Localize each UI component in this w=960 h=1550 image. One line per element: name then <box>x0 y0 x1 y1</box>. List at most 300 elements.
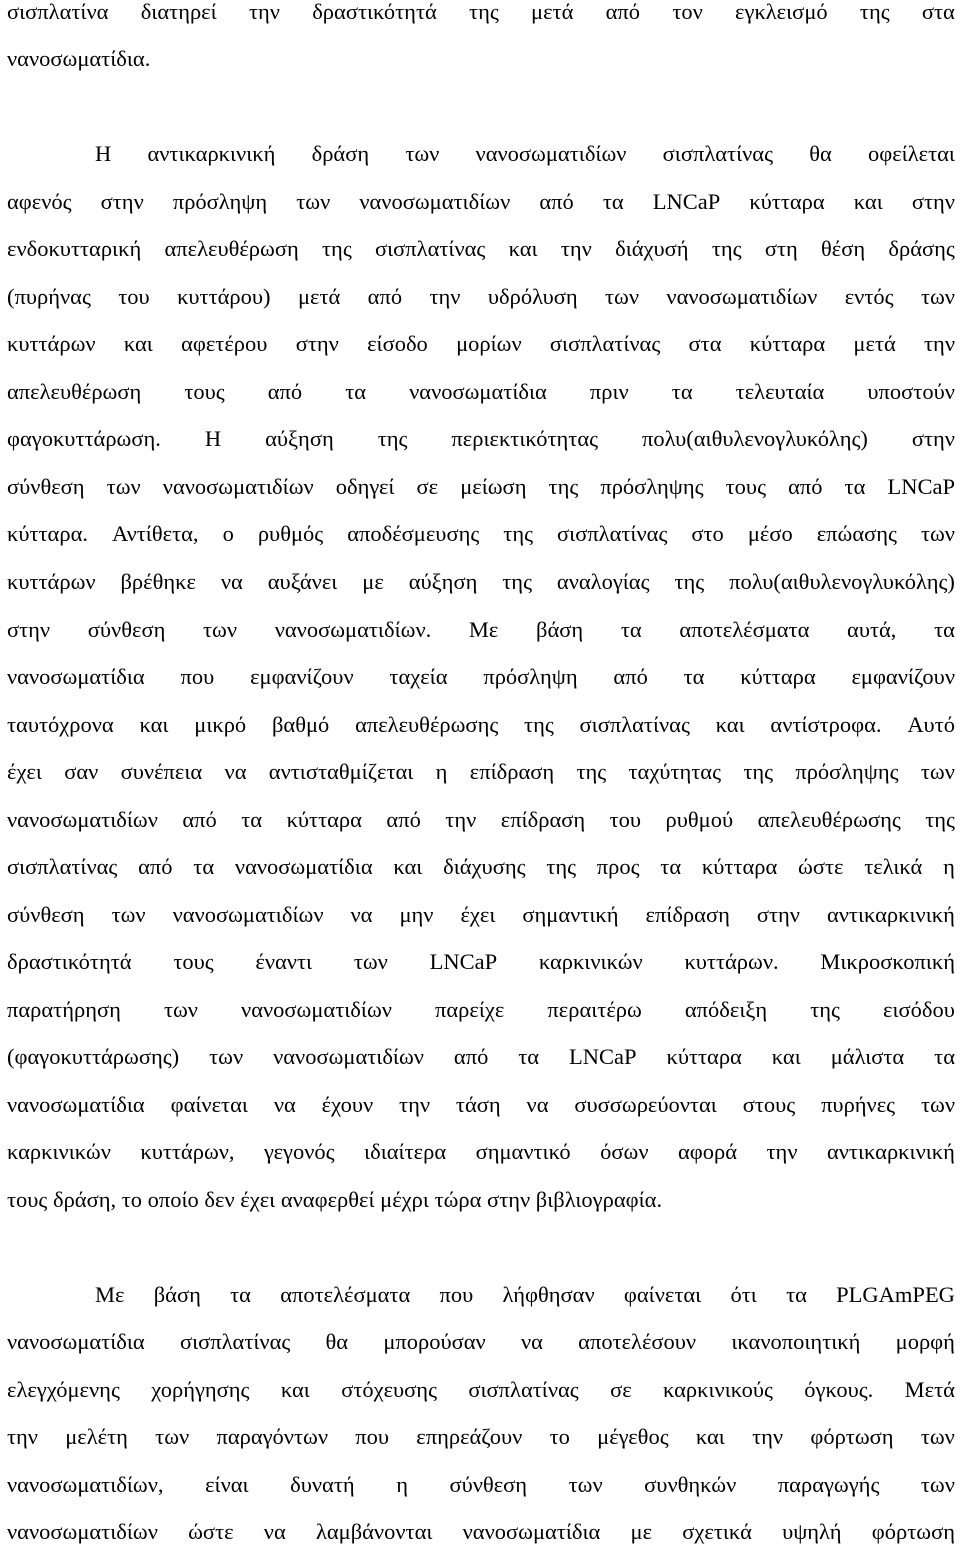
word: παρείχε <box>435 997 505 1022</box>
word: σαν <box>64 759 99 784</box>
word: νανοσωματίδια <box>409 379 547 404</box>
word: των <box>353 949 388 974</box>
word: περαιτέρω <box>547 997 642 1022</box>
word: σύνθεση <box>87 617 166 642</box>
word: σισπλατίνας <box>7 854 118 879</box>
word: εμφανίζουν <box>851 664 955 689</box>
word: των <box>111 902 146 927</box>
word: είσοδο <box>367 331 428 356</box>
word: και <box>695 1424 725 1449</box>
word: νανοσωματίδια <box>7 1329 145 1354</box>
word: επίδραση <box>469 759 555 784</box>
word: νανοσωματίδια <box>234 854 373 879</box>
word: σισπλατίνας <box>179 1329 291 1354</box>
word: εμφανίζουν <box>250 664 354 689</box>
word: εισόδου <box>883 997 955 1022</box>
text-line <box>7 761 955 784</box>
word: θα <box>809 141 832 166</box>
word: των <box>920 1424 955 1449</box>
word: την <box>924 331 955 356</box>
text-line <box>7 381 955 404</box>
word: των <box>106 474 141 499</box>
text-line <box>7 1379 955 1402</box>
word: όσων <box>600 1139 649 1164</box>
word: την <box>399 1092 431 1117</box>
word: της <box>503 521 533 546</box>
word: με <box>630 1519 653 1544</box>
word: σισπλατίνας <box>375 236 486 261</box>
word: διατηρεί <box>140 0 217 24</box>
word: χορήγησης <box>151 1377 250 1402</box>
word: την <box>429 284 461 309</box>
word: φαίνεται <box>623 1282 702 1307</box>
word: νανοσωματιδίων, <box>7 1472 164 1497</box>
word: τα <box>671 379 693 404</box>
word: αναλογίας <box>556 569 650 594</box>
word: και <box>139 712 169 737</box>
word: παρατήρηση <box>7 997 121 1022</box>
word: αντικαρκινική <box>826 902 955 927</box>
word: νανοσωματιδίων. <box>274 617 432 642</box>
text-line <box>7 1521 955 1544</box>
word: σε <box>610 1377 632 1402</box>
text-line <box>95 143 955 166</box>
word: αντικαρκινική <box>147 141 276 166</box>
text-line <box>7 714 955 737</box>
word: Μετά <box>904 1377 955 1402</box>
word: έχει <box>460 902 496 927</box>
word: των <box>405 141 440 166</box>
word: στην <box>7 617 51 642</box>
word: κυττάρων, <box>140 1139 235 1164</box>
word: απελευθέρωση <box>164 236 299 261</box>
word: απελευθέρωσης <box>355 712 499 737</box>
word: τα <box>844 474 866 499</box>
word: των <box>203 617 238 642</box>
word: (φαγοκυττάρωσης) <box>7 1044 180 1069</box>
word: και <box>508 236 538 261</box>
word: να <box>263 1519 286 1544</box>
word: αυξάνει <box>267 569 338 594</box>
word: Με <box>468 617 499 642</box>
word: τελευταία <box>735 379 825 404</box>
word: των <box>568 1472 603 1497</box>
text-line <box>7 191 955 214</box>
word: καρκινικών <box>7 1139 111 1164</box>
word: σύνθεση <box>449 1472 528 1497</box>
word: τα <box>518 1044 540 1069</box>
word: νανοσωματιδίων <box>359 189 511 214</box>
word: πρόσληψης <box>600 474 704 499</box>
word: την <box>248 0 280 24</box>
word: νανοσωματίδια <box>7 664 145 689</box>
word: στους <box>742 1092 796 1117</box>
word: στην <box>295 331 339 356</box>
word: των <box>155 1424 190 1449</box>
text-line <box>7 999 955 1022</box>
word: μετά <box>531 0 574 24</box>
word: νανοσωματιδίων <box>7 807 158 832</box>
word: ο <box>222 521 234 546</box>
word: βάση <box>536 617 584 642</box>
word: τους <box>184 379 225 404</box>
word: σχετικά <box>682 1519 752 1544</box>
word: σημαντικό <box>475 1139 571 1164</box>
word: αντισταθμίζεται <box>268 759 414 784</box>
word: μέσο <box>747 521 793 546</box>
word: προς <box>596 854 640 879</box>
word: αυτά, <box>847 617 897 642</box>
word: της <box>743 759 774 784</box>
word: ότι <box>730 1282 757 1307</box>
word: τον <box>672 0 703 24</box>
word: εντός <box>844 284 894 309</box>
word: κυττάρων. <box>684 949 779 974</box>
word: από <box>788 474 823 499</box>
word: στην <box>911 189 955 214</box>
text-line <box>7 1094 955 1117</box>
word: των <box>296 189 331 214</box>
word: των <box>920 1092 955 1117</box>
word: την <box>766 1139 798 1164</box>
text-line <box>7 619 955 642</box>
text-line <box>7 571 955 594</box>
word: να <box>273 1092 296 1117</box>
word: σε <box>416 474 439 499</box>
word: ρυθμού <box>665 807 734 832</box>
word: διάχυσης <box>443 854 526 879</box>
word: στα <box>688 331 722 356</box>
word: στα <box>921 0 955 24</box>
word: της <box>469 0 499 24</box>
word: LNCaP <box>652 189 721 214</box>
word: όγκους. <box>804 1377 874 1402</box>
word: αποτελέσουν <box>578 1329 697 1354</box>
word: από <box>267 379 303 404</box>
text-line <box>7 951 955 974</box>
word: τα <box>241 807 263 832</box>
word: επίδραση <box>500 807 586 832</box>
word: αύξηση <box>408 569 478 594</box>
word: συσσωρεύονται <box>574 1092 717 1117</box>
text-line <box>7 476 955 499</box>
word: Η <box>95 141 112 166</box>
word: την <box>752 1424 784 1449</box>
word: αφετέρου <box>181 331 268 356</box>
word: των <box>920 759 955 784</box>
word: ενδοκυτταρική <box>7 236 142 261</box>
word: μετά <box>853 331 896 356</box>
word: στόχευσης <box>341 1377 437 1402</box>
text-line <box>95 1284 955 1307</box>
word: και <box>853 189 883 214</box>
word: κύτταρα. <box>7 521 88 546</box>
text-line: τους δράση, το οποίο δεν έχει αναφερθεί μέχρι τώρα στην βιβλιογραφία. <box>7 1187 663 1212</box>
word: κύτταρα <box>749 331 826 356</box>
word: σισπλατίνας <box>468 1377 579 1402</box>
word: επηρεάζουν <box>416 1424 523 1449</box>
word: τα <box>660 854 682 879</box>
word: της <box>925 807 955 832</box>
text-line <box>7 523 955 546</box>
word: η <box>435 759 448 784</box>
word: λαμβάνονται <box>315 1519 433 1544</box>
word: ώστε <box>188 1519 234 1544</box>
text-line <box>7 1141 955 1164</box>
word: της <box>576 759 607 784</box>
word: περιεκτικότητας <box>451 426 599 451</box>
word: και <box>123 331 153 356</box>
word: λήφθησαν <box>502 1282 595 1307</box>
word: να <box>224 759 247 784</box>
word: νανοσωματιδίων <box>7 1519 158 1544</box>
word: της <box>859 0 890 24</box>
text-line <box>7 1331 955 1354</box>
word: του <box>609 807 642 832</box>
word: στη <box>764 236 798 261</box>
word: νανοσωματιδίων <box>172 902 324 927</box>
word: από <box>453 1044 489 1069</box>
word: Με <box>95 1282 125 1307</box>
word: νανοσωματιδίων <box>241 997 392 1022</box>
word: ιδιαίτερα <box>364 1139 447 1164</box>
text-line <box>7 1046 955 1069</box>
word: εγκλεισμό <box>735 0 828 24</box>
text-line <box>7 333 955 356</box>
word: τα <box>620 617 642 642</box>
word: και <box>393 854 423 879</box>
word: του <box>118 284 150 309</box>
word: νανοσωματίδια <box>7 1092 145 1117</box>
word: τα <box>786 1282 807 1307</box>
word: φόρτωση <box>810 1424 894 1449</box>
word: πρόσληψη <box>172 189 268 214</box>
word: αφορά <box>678 1139 738 1164</box>
word: από <box>182 807 217 832</box>
word: να <box>350 902 373 927</box>
word: απόδειξη <box>684 997 768 1022</box>
word: την <box>560 236 592 261</box>
word: τα <box>683 664 705 689</box>
word: και <box>280 1377 310 1402</box>
word: των <box>920 521 955 546</box>
word: νανοσωματιδίων <box>162 474 314 499</box>
word: της <box>548 474 579 499</box>
word: Μικροσκοπική <box>820 949 955 974</box>
word: μην <box>399 902 434 927</box>
word: απελευθέρωση <box>7 379 142 404</box>
word: φόρτωση <box>871 1519 955 1544</box>
word: την <box>445 807 477 832</box>
text-line <box>7 666 955 689</box>
word: από <box>605 0 641 24</box>
word: των <box>163 997 198 1022</box>
word: δυνατή <box>290 1472 355 1497</box>
word: τα <box>602 189 624 214</box>
word: κυττάρων <box>7 569 96 594</box>
word: τους <box>725 474 766 499</box>
word: κύτταρα <box>749 189 825 214</box>
word: που <box>180 664 215 689</box>
word: στην <box>911 426 955 451</box>
word: σύνθεση <box>7 902 85 927</box>
word: των <box>605 284 640 309</box>
word: και <box>715 712 745 737</box>
word: έχει <box>7 759 42 784</box>
text-line <box>7 238 955 261</box>
word: τα <box>934 617 955 642</box>
text-line <box>7 856 955 879</box>
word: ώστε <box>798 854 844 879</box>
word: είναι <box>205 1472 249 1497</box>
word: της <box>377 426 408 451</box>
text-line <box>7 1474 955 1497</box>
word: δράση <box>311 141 370 166</box>
word: LNCaP <box>887 474 955 499</box>
word: της <box>810 997 840 1022</box>
word: καρκινικούς <box>663 1377 773 1402</box>
word: πρόσληψης <box>795 759 899 784</box>
word: να <box>520 1329 543 1354</box>
word: σύνθεση <box>7 474 85 499</box>
text-line <box>7 428 955 451</box>
word: πρόσληψη <box>483 664 578 689</box>
word: νανοσωματιδίων <box>475 141 627 166</box>
word: συνθηκών <box>644 1472 737 1497</box>
word: (πυρήνας <box>7 284 91 309</box>
word: της <box>711 236 742 261</box>
word: της <box>322 236 352 261</box>
word: τα <box>230 1282 251 1307</box>
word: κύτταρα <box>286 807 362 832</box>
word: η <box>943 854 955 879</box>
word: θέση <box>821 236 866 261</box>
word: των <box>920 1472 955 1497</box>
word: αποτελέσματα <box>679 617 810 642</box>
word: θα <box>325 1329 349 1354</box>
word: γεγονός <box>264 1139 335 1164</box>
word: κύτταρα <box>666 1044 742 1069</box>
text-line <box>7 286 955 309</box>
word: αποτελέσματα <box>280 1282 411 1307</box>
word: υποστούν <box>867 379 955 404</box>
word: Η <box>204 426 222 451</box>
text-line <box>7 1 955 24</box>
word: που <box>355 1424 390 1449</box>
word: μικρό <box>194 712 247 737</box>
word: πολυ(αιθυλενογλυκόλης) <box>729 569 955 594</box>
word: νανοσωματιδίων <box>666 284 818 309</box>
text-line: νανοσωματίδια. <box>7 46 151 71</box>
word: κύτταρα <box>701 854 778 879</box>
word: αντίστροφα. <box>770 712 882 737</box>
word: παραγόντων <box>216 1424 329 1449</box>
word: μάλιστα <box>830 1044 905 1069</box>
word: μετά <box>297 284 341 309</box>
word: της <box>674 569 705 594</box>
word: ικανοποιητική <box>731 1329 861 1354</box>
word: σισπλατίνας <box>579 712 690 737</box>
word: σισπλατίνα <box>7 0 109 24</box>
word: της <box>502 569 532 594</box>
word: τα <box>934 1044 955 1069</box>
word: από <box>367 284 403 309</box>
word: στην <box>756 902 800 927</box>
word: τους <box>173 949 214 974</box>
word: της <box>546 854 576 879</box>
word: τάση <box>455 1092 501 1117</box>
word: ταχεία <box>389 664 448 689</box>
word: φαίνεται <box>170 1092 248 1117</box>
word: με <box>362 569 384 594</box>
word: σισπλατίνας <box>662 141 774 166</box>
text-line <box>7 904 955 927</box>
word: τα <box>193 854 215 879</box>
word: υψηλή <box>782 1519 842 1544</box>
word: στο <box>691 521 724 546</box>
word: ελεγχόμενης <box>7 1377 120 1402</box>
word: οδηγεί <box>335 474 395 499</box>
word: σισπλατίνας <box>557 521 668 546</box>
text-line <box>7 1426 955 1449</box>
word: Αντίθετα, <box>112 521 199 546</box>
word: βρέθηκε <box>120 569 196 594</box>
word: ρυθμός <box>257 521 324 546</box>
word: πολυ(αιθυλενογλυκόλης) <box>642 426 868 451</box>
word: σισπλατίνας <box>549 331 661 356</box>
word: κυττάρου) <box>177 284 271 309</box>
word: η <box>396 1472 408 1497</box>
word: πυρήνες <box>821 1092 896 1117</box>
word: των <box>209 1044 244 1069</box>
word: κυττάρων <box>7 331 96 356</box>
word: αποδέσμευσης <box>347 521 480 546</box>
word: βάση <box>153 1282 201 1307</box>
word: την <box>7 1424 38 1449</box>
word: ταχύτητας <box>628 759 721 784</box>
word: να <box>220 569 243 594</box>
word: μορφή <box>895 1329 955 1354</box>
word: των <box>920 284 955 309</box>
word: κύτταρα <box>740 664 816 689</box>
word: δράσης <box>888 236 955 261</box>
word: από <box>613 664 648 689</box>
word: στην <box>100 189 144 214</box>
word: βαθμό <box>271 712 330 737</box>
word: επίδραση <box>645 902 730 927</box>
word: που <box>439 1282 474 1307</box>
word: έναντι <box>255 949 313 974</box>
word: μέγεθος <box>597 1424 669 1449</box>
word: απελευθέρωσης <box>757 807 901 832</box>
word: καρκινικών <box>538 949 643 974</box>
word: σημαντική <box>522 902 619 927</box>
word: μελέτη <box>65 1424 128 1449</box>
word: παραγωγής <box>777 1472 880 1497</box>
word: αύξηση <box>265 426 334 451</box>
word: μορίων <box>456 331 522 356</box>
word: τα <box>345 379 367 404</box>
text-line <box>7 809 955 832</box>
word: αφενός <box>7 189 72 214</box>
word: υδρόλυση <box>487 284 578 309</box>
word: πριν <box>589 379 629 404</box>
word: και <box>771 1044 801 1069</box>
word: συνέπεια <box>120 759 203 784</box>
word: νανοσωματίδια <box>462 1519 601 1544</box>
word: από <box>138 854 173 879</box>
word: νανοσωματιδίων <box>273 1044 424 1069</box>
